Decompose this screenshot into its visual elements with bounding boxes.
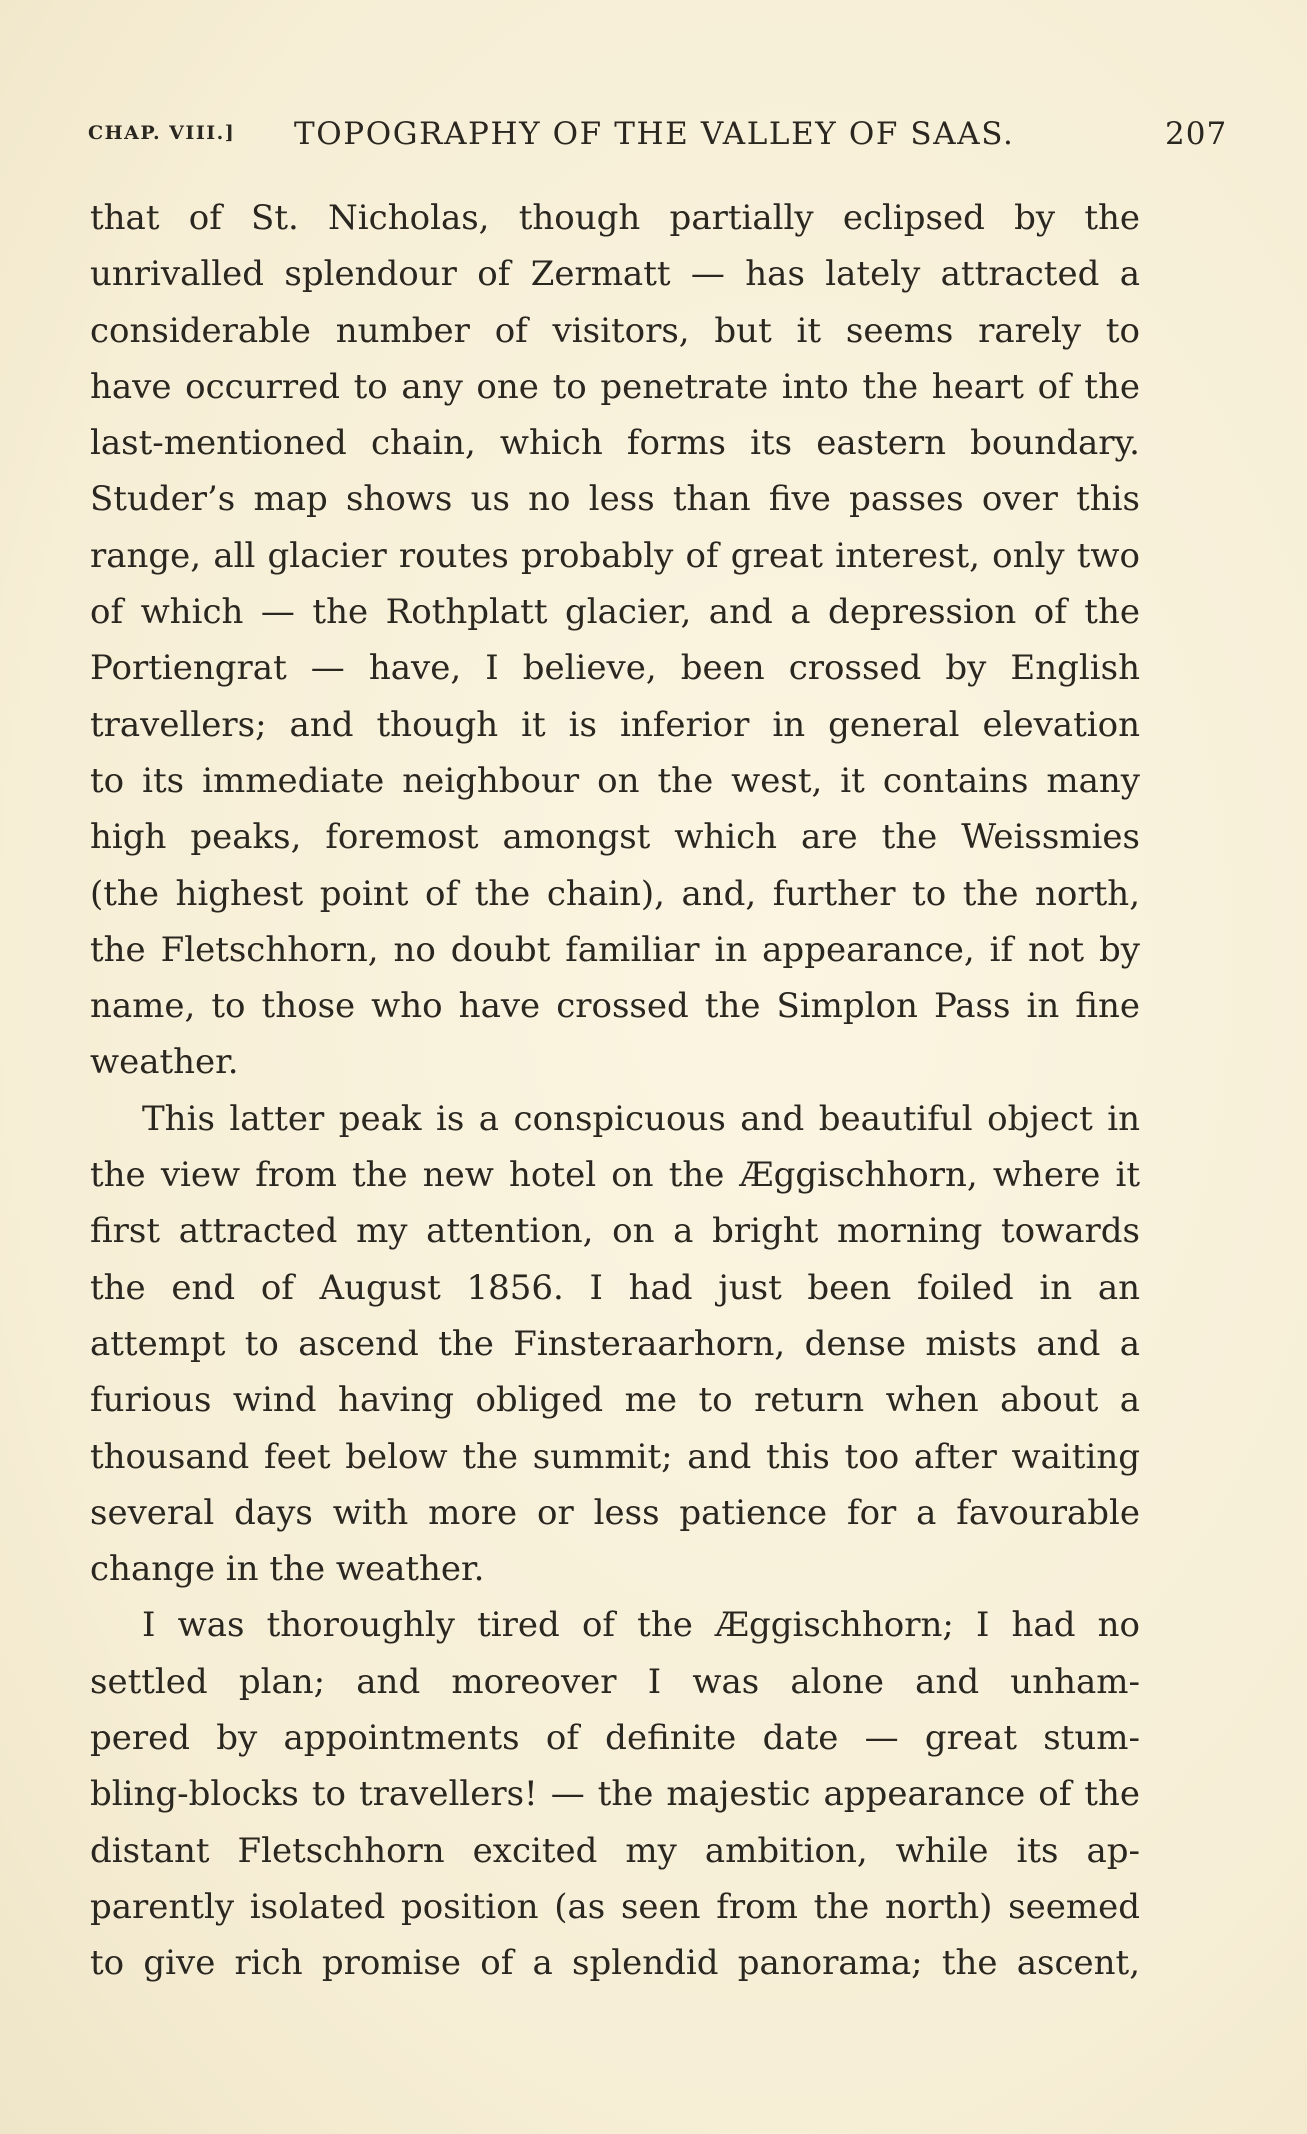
text-line: have occurred to any one to penetrate into the heart of the — [90, 366, 1140, 407]
text-line: furious wind having obliged me to return when about a — [90, 1380, 1140, 1421]
running-header — [88, 116, 1228, 156]
text-line: bling-blocks to travellers! — the majestic appearance of the — [90, 1774, 1140, 1815]
chapter-label: CHAP. VIII.] — [88, 122, 236, 144]
text-line: name, to those who have crossed the Simplon Pass in fine — [90, 986, 1140, 1027]
text-line: the end of August 1856. I had just been foiled in an — [90, 1267, 1140, 1308]
text-line: thousand feet below the summit; and this too after waiting — [90, 1436, 1140, 1477]
body-text — [90, 190, 1140, 1992]
text-line: first attracted my attention, on a bright morning towards — [90, 1211, 1140, 1252]
text-line: unrivalled splendour of Zermatt — has lately attracted a — [90, 254, 1140, 295]
text-line: of which — the Rothplatt glacier, and a depression of the — [90, 592, 1140, 633]
text-line: I was thoroughly tired of the Æggischhorn; I had no — [142, 1605, 1140, 1646]
text-line: pered by appointments of definite date — great stum- — [90, 1718, 1140, 1759]
text-line: parently isolated position (as seen from the north) seemed — [90, 1886, 1140, 1927]
text-line: last-mentioned chain, which forms its eastern boundary. — [90, 423, 1140, 464]
text-line: to its immediate neighbour on the west, it contains many — [90, 760, 1140, 801]
text-line: considerable number of visitors, but it seems rarely to — [90, 310, 1140, 351]
text-line: settled plan; and moreover I was alone and unham- — [90, 1661, 1140, 1702]
text-line: range, all glacier routes probably of great interest, only two — [90, 535, 1140, 576]
page-title: TOPOGRAPHY OF THE VALLEY OF SAAS. — [294, 116, 1015, 152]
text-line: that of St. Nicholas, though partially eclipsed by the — [90, 198, 1140, 238]
text-line: travellers; and though it is inferior in general elevation — [90, 704, 1140, 745]
text-line: the view from the new hotel on the Æggischhorn, where it — [90, 1155, 1140, 1196]
text-line: (the highest point of the chain), and, further to the north, — [90, 873, 1140, 914]
page-number: 207 — [1165, 116, 1228, 152]
text-line: to give rich promise of a splendid panorama; the ascent, — [90, 1943, 1140, 1984]
text-line: several days with more or less patience for a favourable — [90, 1492, 1140, 1533]
text-line: the Fletschhorn, no doubt familiar in appearance, if not by — [90, 929, 1140, 970]
text-line: Portiengrat — have, I believe, been crossed by English — [90, 648, 1140, 689]
text-line: attempt to ascend the Finsteraarhorn, dense mists and a — [90, 1323, 1140, 1364]
text-line: This latter peak is a conspicuous and beautiful object in — [142, 1098, 1140, 1139]
text-line: change in the weather. — [90, 1549, 485, 1590]
text-line: Studer’s map shows us no less than five passes over this — [90, 479, 1140, 520]
text-line: weather. — [90, 1042, 239, 1083]
text-line: distant Fletschhorn excited my ambition, while its ap- — [90, 1830, 1140, 1871]
text-line: high peaks, foremost amongst which are the Weissmies — [90, 817, 1140, 858]
